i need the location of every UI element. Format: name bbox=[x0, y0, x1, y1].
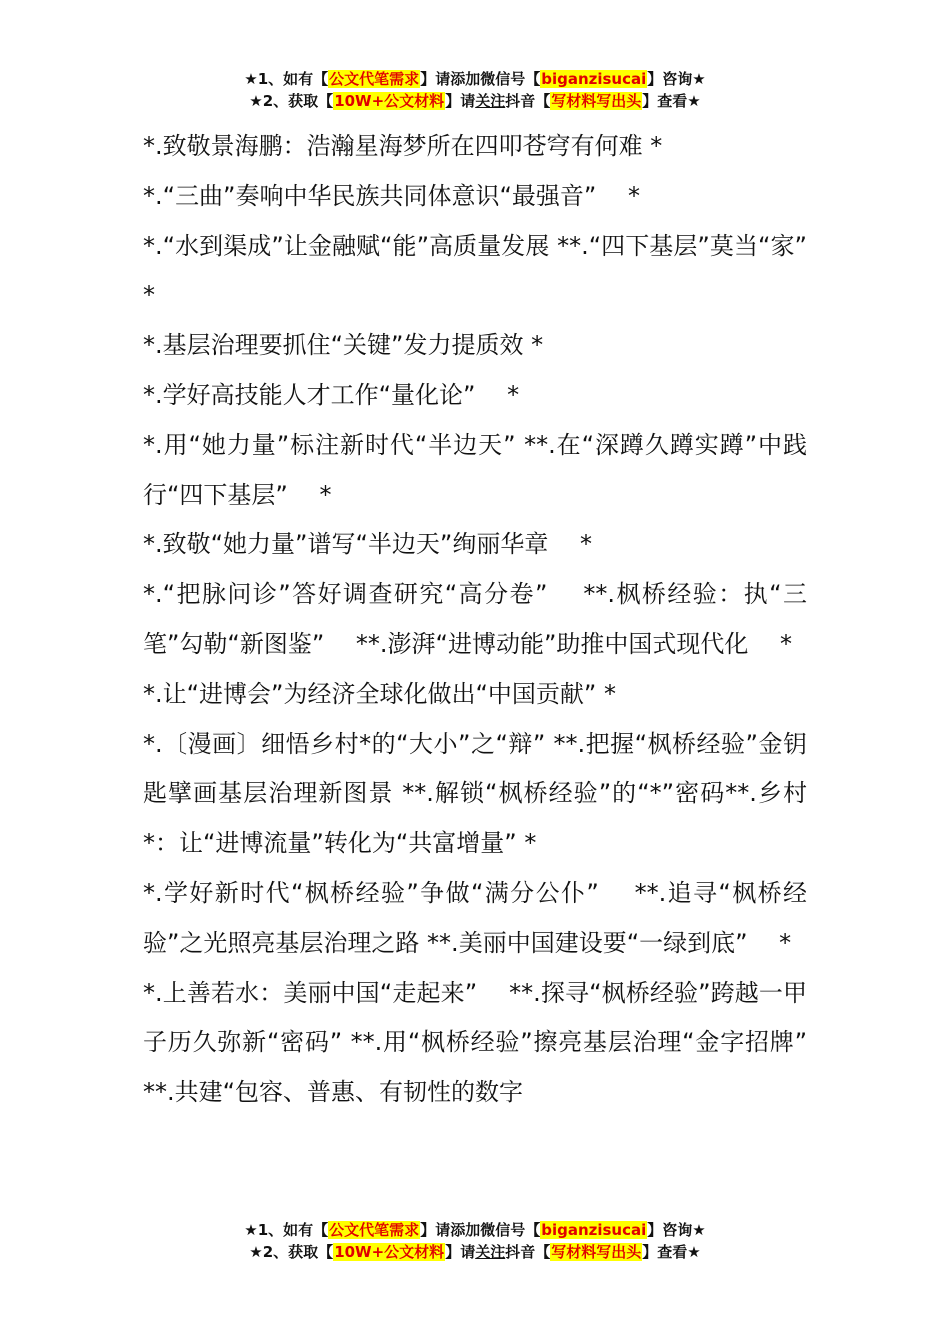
promo-highlight-wechat-id: biganzisucai bbox=[541, 1221, 647, 1239]
promo-text: ★2、获取【 bbox=[249, 1243, 334, 1261]
promo-text: 】查看★ bbox=[642, 1243, 701, 1261]
body-paragraph: *.学好新时代“枫桥经验”争做“满分公仆” **.追寻“枫桥经验”之光照亮基层治理之路 **.美丽中国建设要“一绿到底” * bbox=[143, 878, 807, 957]
body-paragraph: *.用“她力量”标注新时代“半边天” **.在“深蹲久蹲实蹲”中践行“四下基层” * bbox=[143, 430, 807, 509]
promo-highlight: 公文代笔需求 bbox=[329, 70, 420, 88]
promo-text: 】请添加微信号【 bbox=[420, 70, 541, 88]
promo-text: 抖音【 bbox=[505, 92, 551, 110]
promo-line-1 bbox=[0, 68, 950, 90]
promo-highlight-douyin: 写材料写出头 bbox=[551, 92, 642, 110]
body-paragraph: *.学好高技能人才工作“量化论” * bbox=[143, 380, 520, 409]
promo-text: 】请 bbox=[445, 92, 476, 110]
header-promo-banner bbox=[0, 68, 950, 112]
promo-text: ★1、如有【 bbox=[244, 70, 329, 88]
promo-text: 】请 bbox=[445, 1243, 476, 1261]
promo-text-underlined: 关注 bbox=[475, 92, 506, 110]
body-paragraph: *.基层治理要抓住“关键”发力提质效 * bbox=[143, 331, 544, 360]
body-paragraph: *.“三曲”奏响中华民族共同体意识“最强音” * bbox=[143, 181, 640, 210]
body-paragraph: *.让“进博会”为经济全球化做出“中国贡献” * bbox=[143, 679, 616, 708]
promo-text: 】请添加微信号【 bbox=[420, 1221, 541, 1239]
body-paragraph: *.“把脉问诊”答好调查研究“高分卷” **.枫桥经验：执“三笔”勾勒“新图鉴” **.澎湃“进博动能”助推中国式现代化 * bbox=[143, 580, 807, 658]
promo-highlight: 10W+公文材料 bbox=[334, 1243, 445, 1261]
body-paragraph: *.〔漫画〕细悟乡村*的“大小”之“辩” **.把握“枫桥经验”金钥匙擘画基层治理新图景 **.解锁“枫桥经验”的“*”密码**.乡村*：让“进博流量”转化为“共富增量” * bbox=[143, 729, 807, 858]
body-paragraph: *.上善若水：美丽中国“走起来” **.探寻“枫桥经验”跨越一甲子历久弥新“密码” **.用“枫桥经验”擦亮基层治理“金字招牌” **.共建“包容、普惠、有韧性的数字 bbox=[143, 978, 839, 1107]
document-body bbox=[143, 122, 839, 1118]
promo-text: 】查看★ bbox=[642, 92, 701, 110]
promo-line-2 bbox=[0, 90, 950, 112]
promo-highlight: 10W+公文材料 bbox=[334, 92, 445, 110]
promo-line-2 bbox=[0, 1241, 950, 1263]
body-paragraph: *.致敬“她力量”谱写“半边天”绚丽华章 * bbox=[143, 530, 592, 559]
promo-highlight-wechat-id: biganzisucai bbox=[541, 70, 647, 88]
promo-text: 抖音【 bbox=[505, 1243, 551, 1261]
promo-highlight-douyin: 写材料写出头 bbox=[551, 1243, 642, 1261]
promo-highlight: 公文代笔需求 bbox=[329, 1221, 420, 1239]
promo-text: 】咨询★ bbox=[647, 1221, 706, 1239]
promo-text: 】咨询★ bbox=[647, 70, 706, 88]
body-paragraph: *.“水到渠成”让金融赋“能”高质量发展 **.“四下基层”莫当“家” * bbox=[143, 231, 839, 310]
promo-line-1 bbox=[0, 1219, 950, 1241]
body-paragraph: *.致敬景海鹏：浩瀚星海梦所在四叩苍穹有何难 * bbox=[143, 132, 663, 160]
promo-text: ★1、如有【 bbox=[244, 1221, 329, 1239]
footer-promo-banner bbox=[0, 1219, 950, 1263]
promo-text: ★2、获取【 bbox=[249, 92, 334, 110]
promo-text-underlined: 关注 bbox=[475, 1243, 506, 1261]
